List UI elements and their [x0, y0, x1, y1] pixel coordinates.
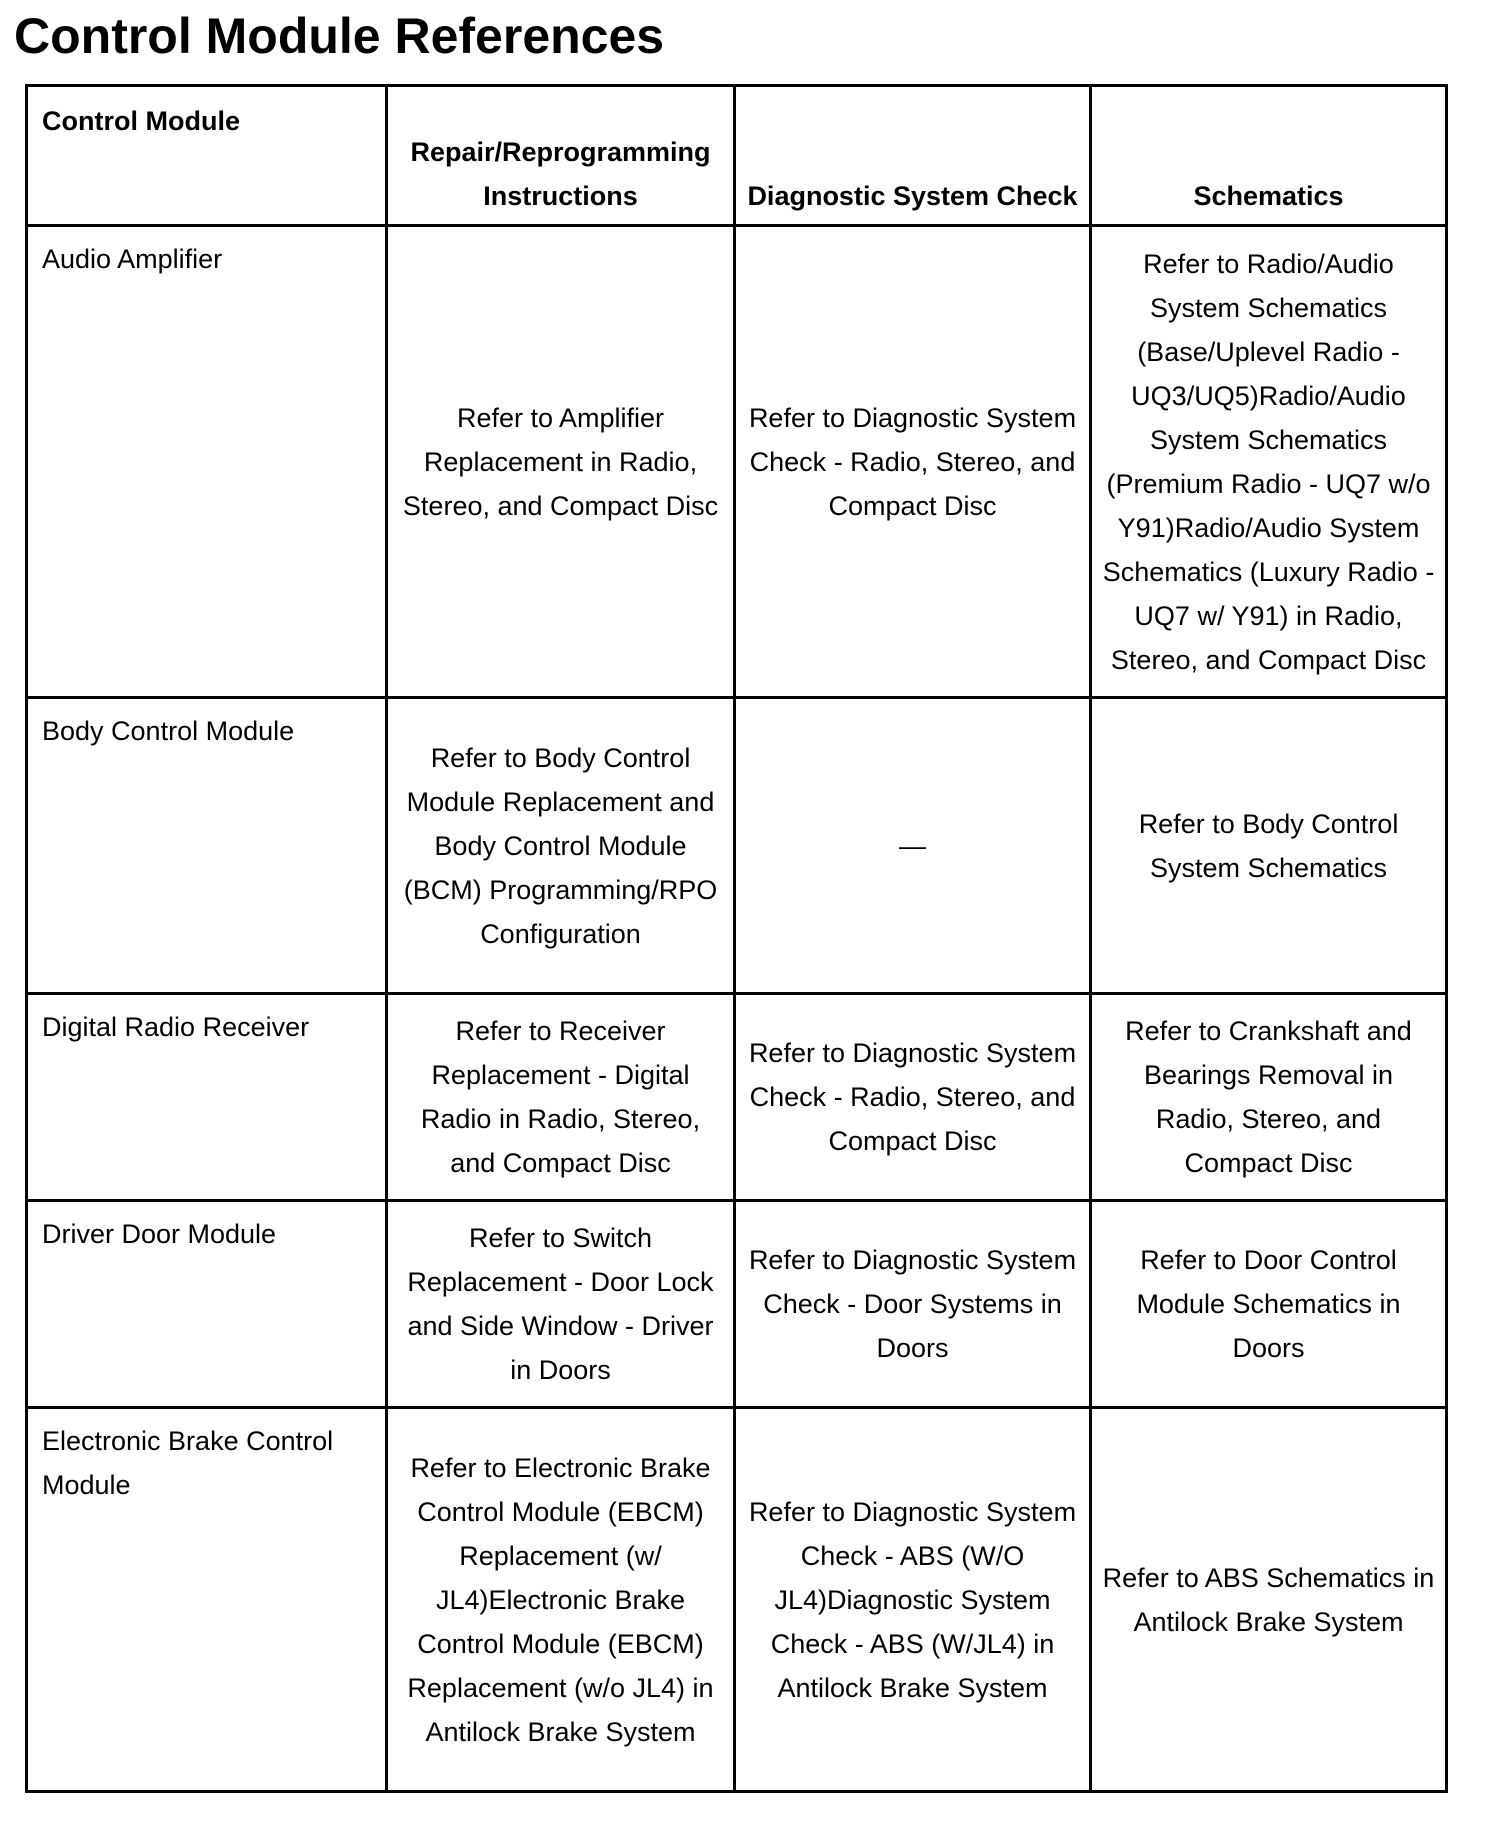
cell-diagnostic: Refer to Diagnostic System Check - Radio, Stereo, and Compact Disc — [735, 226, 1091, 698]
control-module-table — [25, 84, 1448, 1793]
cell-schematics: Refer to Door Control Module Schematics in Doors — [1091, 1201, 1447, 1408]
cell-module: Driver Door Module — [27, 1201, 387, 1408]
cell-repair: Refer to Receiver Replacement - Digital Radio in Radio, Stereo, and Compact Disc — [387, 994, 735, 1201]
cell-repair: Refer to Electronic Brake Control Module (EBCM) Replacement (w/ JL4)Electronic Brake Control Module (EBCM) Replacement (w/o JL4) in Antilock Brake System — [387, 1408, 735, 1792]
table-row — [27, 1408, 1447, 1792]
cell-schematics: Refer to Radio/Audio System Schematics (Base/Uplevel Radio - UQ3/UQ5)Radio/Audio System Schematics (Premium Radio - UQ7 w/o Y91)Radio/Audio System Schematics (Luxury Radio - UQ7 w/ Y91) in Radio, Stereo, and Compact Disc — [1091, 226, 1447, 698]
header-diagnostic-check: Diagnostic System Check — [735, 86, 1091, 226]
table-row — [27, 1201, 1447, 1408]
cell-repair: Refer to Amplifier Replacement in Radio, Stereo, and Compact Disc — [387, 226, 735, 698]
table-row — [27, 994, 1447, 1201]
cell-repair: Refer to Switch Replacement - Door Lock and Side Window - Driver in Doors — [387, 1201, 735, 1408]
header-repair-instructions: Repair/Reprogramming Instructions — [387, 86, 735, 226]
table-header-row — [27, 86, 1447, 226]
page-title: Control Module References — [14, 8, 665, 64]
cell-diagnostic: Refer to Diagnostic System Check - Door Systems in Doors — [735, 1201, 1091, 1408]
cell-repair: Refer to Body Control Module Replacement and Body Control Module (BCM) Programming/RPO Configuration — [387, 698, 735, 994]
table-row — [27, 698, 1447, 994]
cell-schematics: Refer to Body Control System Schematics — [1091, 698, 1447, 994]
cell-module: Electronic Brake Control Module — [27, 1408, 387, 1792]
cell-module: Body Control Module — [27, 698, 387, 994]
table-row — [27, 226, 1447, 698]
cell-diagnostic: — — [735, 698, 1091, 994]
header-schematics: Schematics — [1091, 86, 1447, 226]
cell-diagnostic: Refer to Diagnostic System Check - Radio, Stereo, and Compact Disc — [735, 994, 1091, 1201]
cell-schematics: Refer to Crankshaft and Bearings Removal in Radio, Stereo, and Compact Disc — [1091, 994, 1447, 1201]
cell-diagnostic: Refer to Diagnostic System Check - ABS (W/O JL4)Diagnostic System Check - ABS (W/JL4) in Antilock Brake System — [735, 1408, 1091, 1792]
header-control-module: Control Module — [27, 86, 387, 226]
cell-schematics: Refer to ABS Schematics in Antilock Brake System — [1091, 1408, 1447, 1792]
cell-module: Digital Radio Receiver — [27, 994, 387, 1201]
cell-module: Audio Amplifier — [27, 226, 387, 698]
